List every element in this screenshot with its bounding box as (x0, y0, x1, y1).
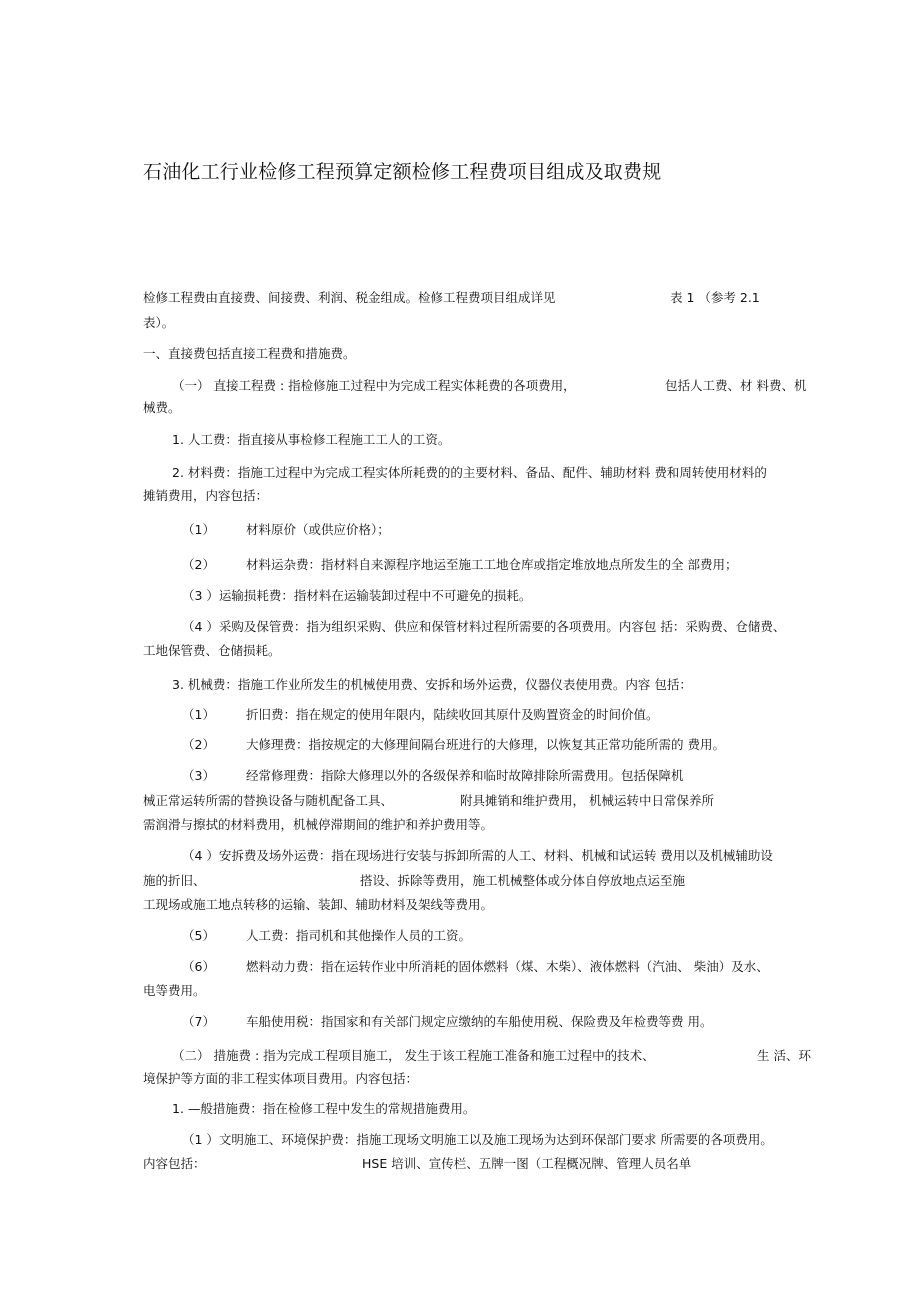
item-machinery-3-cont-2: 需润滑与擦拭的材料费用，机械停滞期间的维护和养护费用等。 (143, 817, 494, 832)
item-number: （5） (182, 928, 215, 943)
item-text: 搭设、拆除等费用，施工机械整体或分体自停放地点运至施 (360, 873, 686, 888)
subsection-direct-cost-cont: 械费。 (143, 400, 181, 415)
item-material-4: （4 ）采购及保管费：指为组织采购、供应和保管材料过程所需要的各项费用。内容包 括：采购费、仓储费、 (182, 619, 786, 634)
item-number: （1） (182, 522, 215, 537)
subsection-measures-text-2: 生 活、环 (757, 1048, 811, 1063)
item-material-4-cont: 工地保管费、仓储损耗。 (143, 643, 281, 658)
item-text: 施的折旧、 (143, 873, 206, 888)
item-general-measures: 1. —般措施费：指在检修工程中发生的常规措施费用。 (172, 1101, 476, 1116)
item-material: 2. 材料费：指施工过程中为完成工程实体所耗费的的主要材料、备品、配件、辅助材料 费和周转使用材料的 (172, 465, 767, 480)
subsection-measures-cont: 境保护等方面的非工程实体项目费用。内容包括： (143, 1071, 419, 1086)
item-text: 附具摊销和维护费用， 机械运转中日常保养所 (460, 793, 714, 808)
item-number: （3） (182, 768, 215, 783)
item-machinery-4: （4 ）安拆费及场外运费：指在现场进行安装与拆卸所需的人工、材料、机械和试运转 费用以及机械辅助设 (182, 848, 773, 863)
item-number: （1） (182, 707, 215, 722)
item-number: （2） (182, 557, 215, 572)
subsection-direct-cost-text-2: 包括人工费、材 料费、机 (665, 378, 807, 393)
item-machinery-4-cont-2: 工现场或施工地点转移的运输、装卸、辅助材料及架线等费用。 (143, 897, 494, 912)
item-text: 材料原价（或供应价格）； (246, 522, 390, 537)
item-material-cont: 摊销费用，内容包括： (143, 488, 269, 503)
item-text: 折旧费：指在规定的使用年限内，陆续收回其原什及购置资金的时间价值。 (246, 707, 659, 722)
item-material-3: （3 ）运输损耗费：指材料在运输装卸过程中不可避免的损耗。 (182, 588, 532, 603)
item-number: （6） (182, 959, 215, 974)
intro-line-2: 表）。 (143, 315, 175, 330)
subsection-direct-cost-text: （一） 直接工程费 : 指检修施工过程中为完成工程实体耗费的各项费用， (172, 378, 576, 393)
item-labor: 1. 人工费：指直接从事检修工程施工工人的工资。 (172, 432, 451, 447)
item-machinery-6-cont: 电等费用。 (143, 983, 206, 998)
intro-text: 检修工程费由直接费、间接费、利润、税金组成。检修工程费项目组成详见 (143, 290, 556, 305)
intro-table-ref: 表 1 （参考 2.1 (670, 290, 760, 305)
item-text: 车船使用税：指国家和有关部门规定应缴纳的车船使用税、保险费及年检费等费 用。 (246, 1014, 713, 1029)
item-text: 械正常运转所需的替换设备与随机配备工具、 (143, 793, 394, 808)
item-text: 燃料动力费：指在运转作业中所消耗的固体燃料（煤、木柴）、液体燃料（汽油、 柴油）及水、 (246, 959, 769, 974)
item-text: 经常修理费：指除大修理以外的各级保养和临时故障排除所需费用。包括保障机 (246, 768, 684, 783)
item-text: 人工费：指司机和其他操作人员的工资。 (246, 928, 472, 943)
item-text: 材料运杂费：指材料自来源程序地运至施工工地仓库或指定堆放地点所发生的全 部费用； (246, 557, 738, 572)
page-title: 石油化工行业检修工程预算定额检修工程费项目组成及取费规 (143, 161, 662, 183)
item-general-measures-1: （1 ）文明施工、环境保护费：指施工现场文明施工以及施工现场为达到环保部门要求 所需要的各项费用。 (182, 1132, 773, 1147)
item-number: （7） (182, 1014, 215, 1029)
item-text: HSE 培训、宣传栏、五牌一图（工程概况牌、管理人员名单 (362, 1156, 692, 1171)
section-heading-1: 一、直接费包括直接工程费和措施费。 (143, 346, 356, 361)
subsection-measures-text: （二） 措施费 : 指为完成工程项目施工， 发生于该工程施工准备和施工过程中的技术、 (172, 1048, 655, 1063)
item-text: 大修理费：指按规定的大修理间隔台班进行的大修理，以恢复其正常功能所需的 费用。 (246, 737, 725, 752)
item-machinery: 3. 机械费：指施工作业所发生的机械使用费、安拆和场外运费，仪器仪表使用费。内容 包括： (172, 677, 692, 692)
item-text: 内容包括： (143, 1156, 206, 1171)
item-number: （2） (182, 737, 215, 752)
